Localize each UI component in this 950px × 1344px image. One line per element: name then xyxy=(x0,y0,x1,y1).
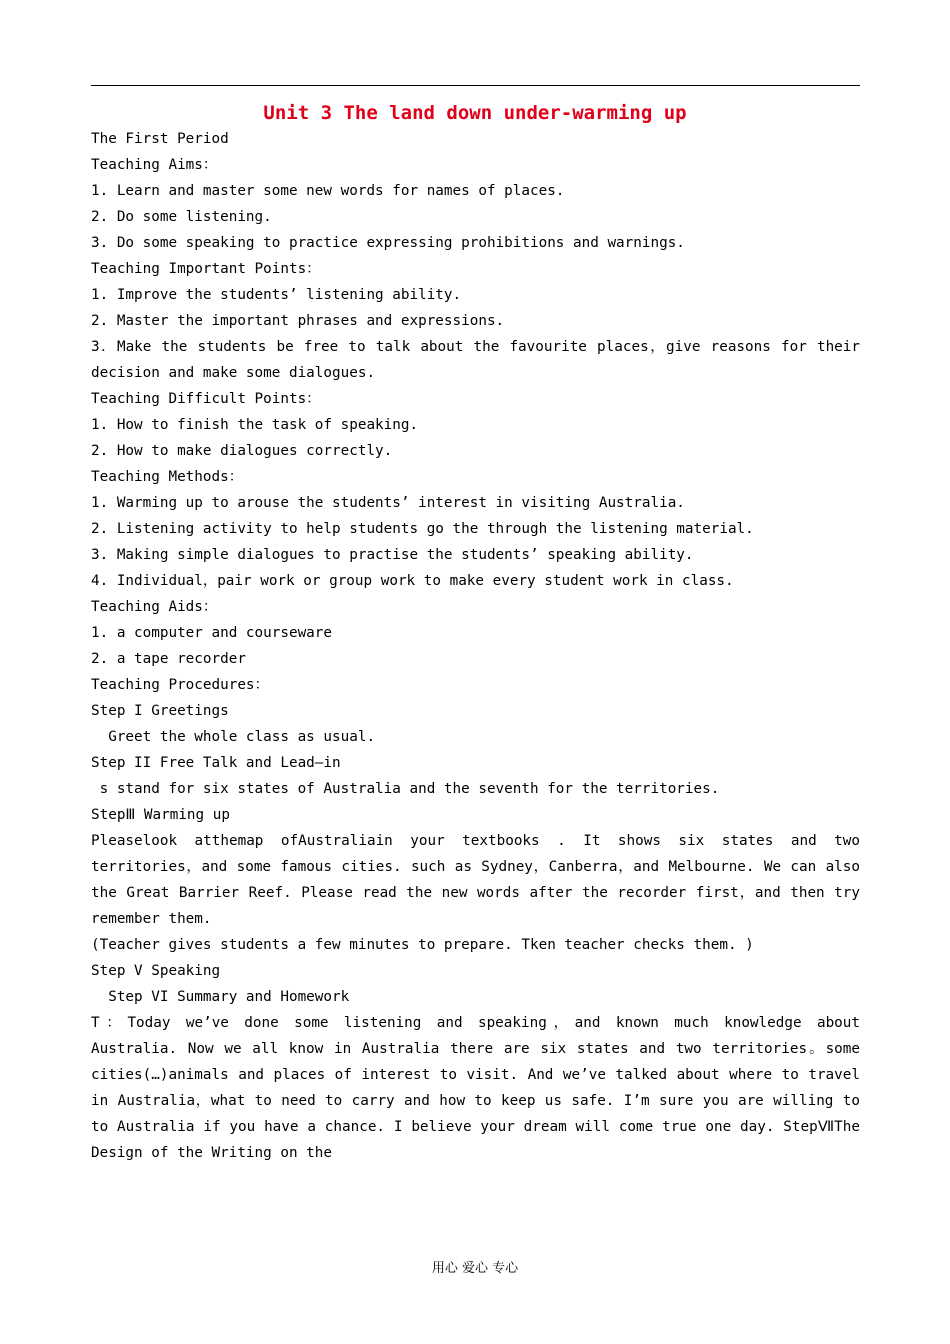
text-line: 1. How to finish the task of speaking. xyxy=(91,417,419,433)
text-line: Teaching Procedures： xyxy=(91,677,269,693)
text-line: StepⅢ Warming up xyxy=(91,807,230,823)
text-line: territories，and some famous cities. such as Sydney，Canberra，and Melbourne. We can also xyxy=(91,859,860,875)
text-line: 3. Making simple dialogues to practise the students’ speaking ability. xyxy=(91,547,694,563)
text-line: 2. a tape recorder xyxy=(91,651,246,667)
text-line: s stand for six states of Australia and the seventh for the territories. xyxy=(91,781,720,797)
document-title: Unit 3 The land down under-warming up xyxy=(263,102,687,124)
text-line: Teaching Important Points： xyxy=(91,261,321,277)
text-line: the Great Barrier Reef. Please read the new words after the recorder first，and then try xyxy=(91,885,860,901)
text-line: Australia. Now we all know in Australia there are six states and two territories。some xyxy=(91,1041,860,1057)
text-line: Teaching Aims： xyxy=(91,157,218,173)
page-footer: 用心 爱心 专心 xyxy=(431,1261,519,1276)
text-line: Teaching Methods： xyxy=(91,469,244,485)
text-line: cities(…)animals and places of interest to visit. And we’ve talked about where to travel xyxy=(91,1067,860,1083)
text-line: decision and make some dialogues. xyxy=(91,365,376,381)
text-line: 2. Master the important phrases and expressions. xyxy=(91,313,505,329)
text-line: 1. Improve the students’ listening ability. xyxy=(91,287,462,303)
text-line: 3．Make the students be free to talk about the favourite places，give reasons for their xyxy=(91,339,860,355)
text-line: Step I Greetings xyxy=(91,703,229,719)
text-line: 4. Individual，pair work or group work to make every student work in class. xyxy=(91,573,734,589)
header-rule xyxy=(91,85,860,86)
text-line: 3. Do some speaking to practice expressing prohibitions and warnings. xyxy=(91,235,685,251)
text-line: Greet the whole class as usual. xyxy=(91,729,376,745)
text-line: to Australia if you have a chance. I believe your dream will come true one day. StepⅦThe xyxy=(91,1119,860,1135)
text-line: 2. How to make dialogues correctly. xyxy=(91,443,393,459)
text-line: (Teacher gives students a few minutes to prepare. Tken teacher checks them. ) xyxy=(91,937,754,953)
text-line: Pleaselook atthemap ofAustraliain your textbooks . It shows six states and two xyxy=(91,833,860,849)
text-line: Step V Speaking xyxy=(91,963,221,979)
text-line: 2. Listening activity to help students go the through the listening material. xyxy=(91,521,754,537)
text-line: 2. Do some listening. xyxy=(91,209,272,225)
text-line: remember them. xyxy=(91,911,212,927)
text-line: in Australia，what to need to carry and how to keep us safe. I’m sure you are willing to xyxy=(91,1093,860,1109)
text-line: Teaching Aids： xyxy=(91,599,218,615)
text-line: Step II Free Talk and Lead—in xyxy=(91,755,341,771)
text-line: The First Period xyxy=(91,131,229,147)
text-line: 1. a computer and courseware xyxy=(91,625,333,641)
document-body xyxy=(91,126,860,1166)
text-line: 1. Learn and master some new words for names of places. xyxy=(91,183,565,199)
text-line: Step VI Summary and Homework xyxy=(91,989,350,1005)
text-line: Teaching Difficult Points： xyxy=(91,391,321,407)
text-line: 1. Warming up to arouse the students’ interest in visiting Australia. xyxy=(91,495,685,511)
text-line: T：Today we’ve done some listening and speaking，and known much knowledge about xyxy=(91,1015,860,1031)
text-line: Design of the Writing on the xyxy=(91,1145,333,1161)
